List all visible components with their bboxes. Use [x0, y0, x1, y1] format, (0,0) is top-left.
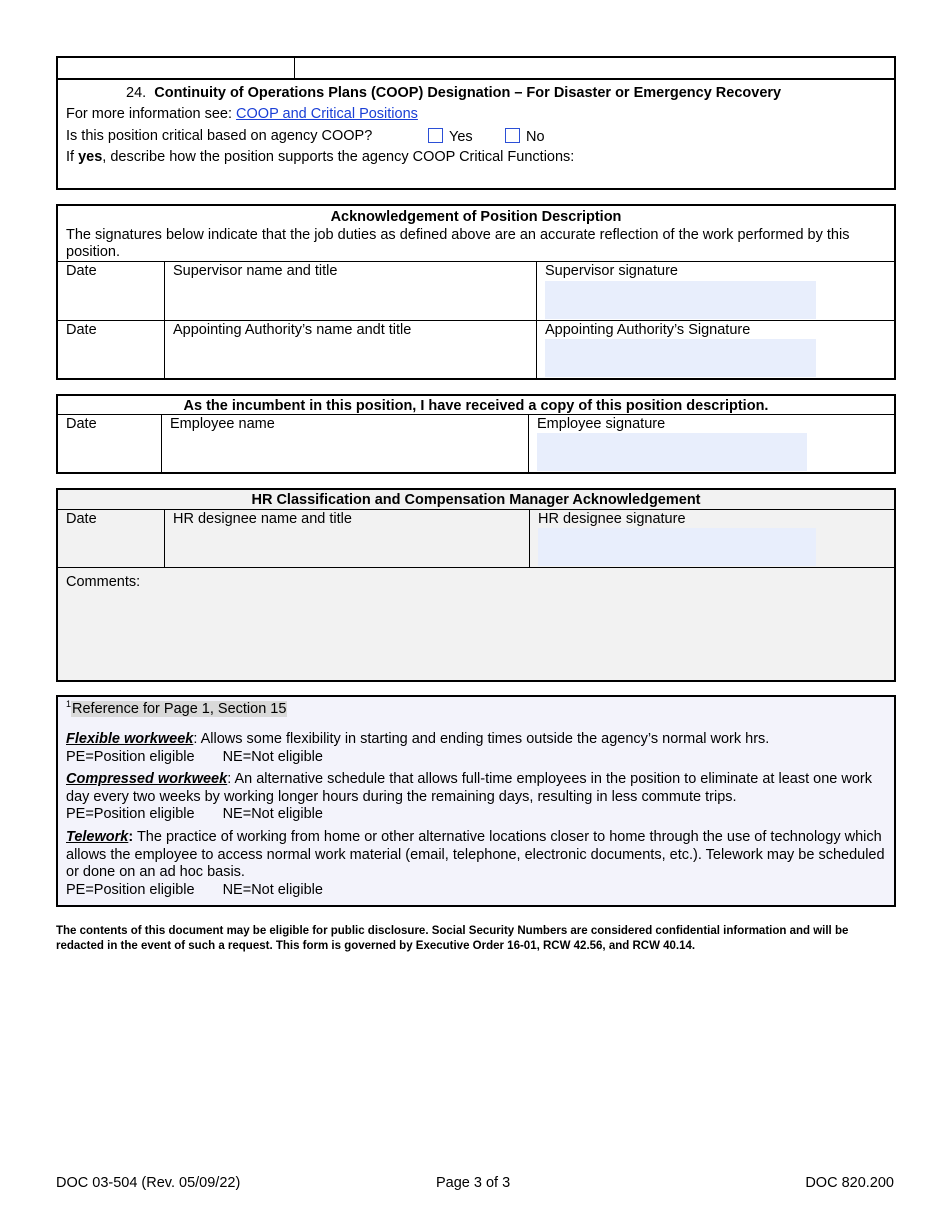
telework-definition [66, 829, 886, 899]
more-info-prefix: For more information see: [66, 106, 233, 122]
yes-option[interactable] [428, 128, 473, 145]
coop-critical-question-row [66, 128, 372, 144]
column-divider [536, 261, 537, 378]
yes-checkbox[interactable] [428, 128, 443, 143]
top-table-row [56, 56, 896, 80]
hr-section [56, 488, 896, 682]
coop-number: 24. [126, 85, 147, 101]
incumbent-title: As the incumbent in this position, I have received a copy of this position description. [183, 398, 769, 414]
coop-critical-positions-link[interactable]: COOP and Critical Positions [236, 106, 418, 122]
describe-suffix: , describe how the position supports the agency COOP Critical Functions: [102, 149, 575, 165]
employee-date-label: Date [66, 416, 97, 432]
supervisor-signature-field[interactable] [545, 281, 816, 319]
compressed-term: Compressed workweek [66, 771, 228, 787]
flexible-workweek-definition [66, 731, 886, 766]
divider [58, 261, 894, 262]
hr-comments-field[interactable] [58, 568, 894, 680]
describe-prefix: If [66, 149, 75, 165]
compressed-workweek-definition [66, 771, 886, 824]
public-disclosure-notice: The contents of this document may be eligible for public disclosure. Social Security Numbers are considered confidential information and will be redacted in the event of such a request. This form is governed by Executive Order 16-01, RCW 42.56, and RCW 40.14. [56, 925, 849, 952]
yes-label: Yes [449, 129, 473, 145]
telework-ne: NE=Not eligible [222, 881, 323, 898]
incumbent-section [56, 394, 896, 474]
employee-signature-label: Employee signature [537, 416, 666, 432]
hr-date-label: Date [66, 511, 97, 527]
reference-section [56, 695, 896, 907]
divider [58, 414, 894, 415]
hr-comments-label: Comments: [66, 574, 141, 590]
compressed-text: : An alternative schedule that allows full-time employees in the position to eliminate at least one work day every two weeks by working longer hours during the remaining days, resulting in less commute trips. [66, 771, 872, 805]
supervisor-name-label: Supervisor name and title [173, 263, 338, 279]
supervisor-date-label: Date [66, 263, 97, 279]
authority-signature-label: Appointing Authority’s Signature [545, 322, 751, 338]
hr-name-label: HR designee name and title [173, 511, 352, 527]
authority-name-label: Appointing Authority’s name andt title [173, 322, 412, 338]
acknowledgement-description: The signatures below indicate that the job duties as defined above are an accurate reflection of the work performed by this position. [66, 227, 850, 260]
flexible-ne: NE=Not eligible [222, 748, 323, 765]
coop-title: Continuity of Operations Plans (COOP) Designation – For Disaster or Emergency Recovery [154, 85, 782, 101]
flexible-term: Flexible workweek [66, 731, 194, 747]
divider [58, 320, 894, 321]
hr-title: HR Classification and Compensation Manager Acknowledgement [251, 492, 701, 508]
column-divider [161, 414, 162, 472]
coop-describe [66, 149, 574, 165]
coop-section [56, 78, 896, 190]
acknowledgement-section [56, 204, 896, 380]
telework-term: Telework [66, 829, 129, 845]
compressed-ne: NE=Not eligible [222, 806, 323, 822]
column-divider [528, 414, 529, 472]
coop-heading [126, 85, 781, 101]
employee-signature-field[interactable] [537, 433, 807, 471]
authority-signature-field[interactable] [545, 339, 816, 377]
no-option[interactable] [505, 128, 545, 145]
divider [58, 509, 894, 510]
column-divider [294, 58, 295, 78]
telework-colon: : [128, 829, 134, 845]
coop-more-info [66, 106, 418, 122]
supervisor-signature-label: Supervisor signature [545, 263, 678, 279]
compressed-pe: PE=Position eligible [66, 806, 195, 822]
acknowledgement-title: Acknowledgement of Position Description [330, 209, 622, 225]
no-checkbox[interactable] [505, 128, 520, 143]
flexible-text: : Allows some flexibility in starting and ending times outside the agency’s normal work hrs. [193, 731, 770, 747]
hr-signature-label: HR designee signature [538, 511, 686, 527]
no-label: No [526, 129, 545, 145]
hr-signature-field[interactable] [538, 528, 816, 566]
employee-name-label: Employee name [170, 416, 275, 432]
footer-form-number: DOC 03-504 (Rev. 05/09/22) [56, 1175, 241, 1191]
column-divider [164, 509, 165, 567]
column-divider [164, 261, 165, 378]
describe-bold: yes [78, 149, 103, 165]
telework-pe: PE=Position eligible [66, 881, 195, 898]
reference-title: Reference for Page 1, Section 15 [72, 700, 287, 717]
footer-page-number: Page 3 of 3 [436, 1175, 511, 1191]
authority-date-label: Date [66, 322, 97, 338]
reference-heading [66, 699, 287, 717]
telework-text: The practice of working from home or other alternative locations closer to home through the use of technology which allows the employee to access normal work material (email, telephone, electronic documents, etc.). Telework may be scheduled or done on an ad hoc basis. [66, 829, 885, 880]
critical-question: Is this position critical based on agency COOP? [66, 128, 373, 144]
flexible-pe: PE=Position eligible [66, 748, 195, 765]
column-divider [529, 509, 530, 567]
reference-superscript: 1 [66, 699, 72, 709]
footer-policy-number: DOC 820.200 [805, 1175, 894, 1191]
